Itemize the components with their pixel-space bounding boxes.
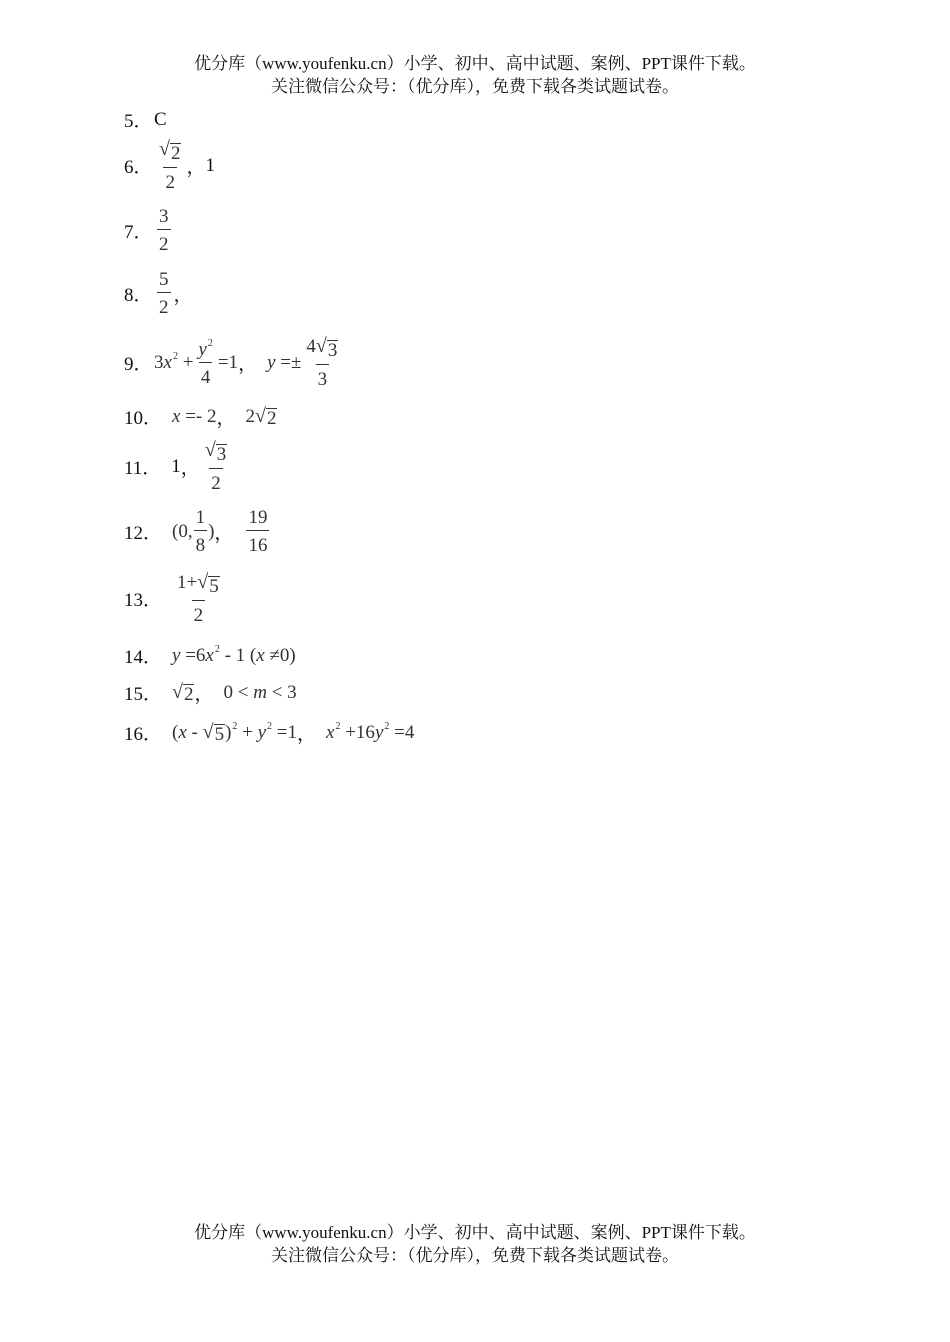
- fraction: $\frac{y^2}{4}$: [198, 337, 213, 388]
- equation: $y =6x^2 - 1$ (x ≠0): [172, 644, 296, 666]
- answer-number: 16．: [124, 724, 163, 745]
- sqrt: √ 2: [159, 138, 181, 164]
- equation: x =- 2: [172, 405, 217, 427]
- sqrt: √ 3: [204, 439, 227, 465]
- footer-line-1: 优分库（www.youfenku.cn）小学、初中、高中试题、案例、PPT课件下载。: [194, 1223, 756, 1242]
- answer-15: [124, 679, 297, 706]
- answer-number: 8．: [124, 285, 153, 306]
- fraction: $\frac{19}{16}$: [248, 507, 268, 556]
- answer-8: [124, 270, 193, 317]
- answer-14: [124, 642, 296, 669]
- separator: ，: [173, 285, 193, 306]
- separator: ，: [216, 408, 236, 429]
- separator: ，: [238, 354, 258, 376]
- fraction: $\frac{5}{2}$: [159, 269, 169, 318]
- page-footer: [0, 1221, 950, 1267]
- answer-6: [124, 140, 215, 192]
- separator: ，: [186, 157, 206, 179]
- equation: $3x^2$ +: [154, 351, 194, 374]
- header-line-2: 关注微信公众号：（优分库），免费下载各类试题试卷。: [271, 77, 679, 96]
- answer-number: 15．: [124, 684, 163, 705]
- answer-number: 14．: [124, 647, 163, 668]
- answer-value: C: [154, 108, 167, 130]
- separator: ，: [180, 458, 200, 480]
- paren: (0,: [172, 520, 193, 542]
- equals: =1: [217, 351, 239, 373]
- answer-number: 12．: [124, 523, 163, 544]
- answer-number: 13．: [124, 590, 163, 612]
- paren: ): [208, 520, 215, 542]
- answer-13: [124, 573, 225, 625]
- answer-number: 5．: [124, 111, 153, 132]
- fraction: $\frac{1}{8}$: [195, 507, 206, 556]
- equation: (x - √ 5 )$^2 + y^2 =1$: [172, 720, 298, 745]
- fraction: $\frac{3}{2}$: [159, 206, 169, 255]
- answer-value: 1: [205, 154, 215, 176]
- answer-number: 11．: [124, 458, 162, 480]
- answer-11: [124, 441, 232, 493]
- header-line-1: 优分库（www.youfenku.cn）小学、初中、高中试题、案例、PPT课件下载。: [194, 54, 756, 73]
- sqrt: √ 3: [315, 335, 338, 361]
- answer-7: [124, 207, 174, 254]
- fraction: 1+ √ 5 2: [177, 571, 219, 626]
- answer-number: 10．: [124, 408, 163, 429]
- answer-value: 1: [171, 455, 181, 477]
- answer-number: 6．: [124, 157, 153, 179]
- sqrt: √ 2: [172, 680, 194, 705]
- answer-16: [124, 719, 414, 746]
- separator: ，: [194, 684, 214, 705]
- fraction: √ 2 2: [159, 138, 181, 193]
- answer-12: [124, 508, 272, 555]
- inequality: 0 < m < 3: [223, 681, 297, 703]
- sqrt: √ 2: [255, 404, 277, 429]
- sqrt: √ 5: [202, 720, 225, 745]
- fraction: √ 3 2: [204, 439, 227, 494]
- separator: ，: [297, 724, 317, 745]
- separator: ，: [214, 523, 234, 544]
- answer-9: [124, 337, 343, 389]
- sqrt: √ 5: [197, 571, 219, 597]
- answer-5: [124, 106, 167, 133]
- equation: y =±: [267, 351, 302, 373]
- equation: 2 √ 2: [245, 404, 277, 429]
- answer-10: [124, 403, 277, 430]
- fraction: 4 √ 3 3: [306, 335, 338, 390]
- footer-line-2: 关注微信公众号：（优分库），免费下载各类试题试卷。: [271, 1246, 679, 1265]
- answer-number: 9．: [124, 354, 153, 376]
- equation: $x^2 +16y^2 =4$: [326, 721, 415, 743]
- page-header: [0, 52, 950, 98]
- answer-number: 7．: [124, 222, 153, 243]
